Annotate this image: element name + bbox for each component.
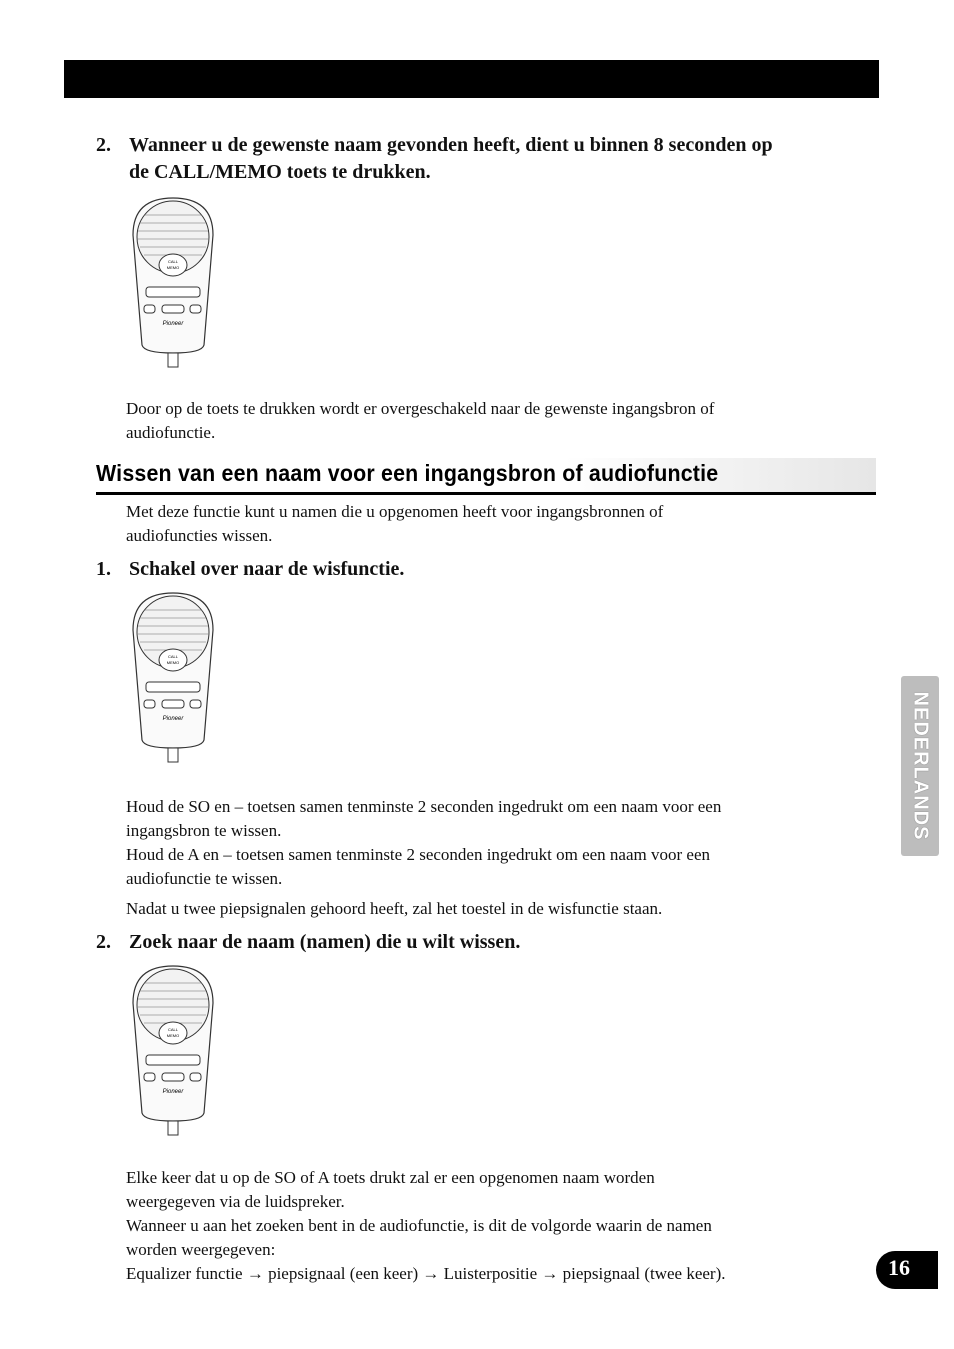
sequence-item: Luisterpositie bbox=[443, 1264, 538, 1283]
brand-logo: Pioneer bbox=[162, 1089, 184, 1095]
remote-control-illustration bbox=[128, 963, 218, 1138]
brand-logo: Pioneer bbox=[162, 321, 184, 327]
sequence-line bbox=[126, 1262, 886, 1286]
step-number: 2. bbox=[96, 931, 111, 953]
text-line: Met deze functie kunt u namen die u opgenomen heeft voor ingangsbronnen of bbox=[126, 502, 664, 521]
instruction-paragraph bbox=[126, 795, 886, 921]
memo-label: MEMO bbox=[166, 660, 180, 665]
language-tab-label: NEDERLANDS bbox=[909, 691, 932, 841]
brand-logo: Pioneer bbox=[162, 716, 184, 722]
step-text-line: Wanneer u de gewenste naam gevonden heeft, dient u binnen 8 seconden op bbox=[129, 134, 773, 156]
text-line: Wanneer u aan het zoeken bent in de audiofunctie, is dit de volgorde waarin de namen bbox=[126, 1216, 712, 1235]
sequence-item: Equalizer functie bbox=[126, 1264, 243, 1283]
section-title-text: Wissen van een naam voor een ingangsbron of audiofunctie bbox=[96, 460, 719, 486]
step-heading bbox=[96, 556, 876, 584]
step-text-line: Zoek naar de naam (namen) die u wilt wissen. bbox=[129, 931, 521, 953]
header-bar bbox=[64, 60, 879, 98]
memo-label: MEMO bbox=[166, 1033, 180, 1038]
text-line: ingangsbron te wissen. bbox=[126, 821, 282, 840]
text-line: Houd de SO en – toetsen samen tenminste 2 seconden ingedrukt om een naam voor een bbox=[126, 797, 722, 816]
sequence-item: piepsignaal (een keer) bbox=[268, 1264, 419, 1283]
text-line: audiofunctie te wissen. bbox=[126, 869, 283, 888]
text-line: audiofuncties wissen. bbox=[126, 526, 273, 545]
call-label: CALL bbox=[167, 259, 179, 264]
text-line: Door op de toets te drukken wordt er overgeschakeld naar de gewenste ingangsbron of bbox=[126, 399, 715, 418]
arrow-icon: → bbox=[541, 1264, 559, 1283]
text-line: audiofunctie. bbox=[126, 423, 216, 442]
call-label: CALL bbox=[167, 654, 179, 659]
arrow-icon: → bbox=[422, 1264, 440, 1283]
arrow-icon: → bbox=[246, 1264, 264, 1283]
call-label: CALL bbox=[167, 1027, 179, 1032]
page-number-badge bbox=[876, 1251, 938, 1289]
text-line: Houd de A en – toetsen samen tenminste 2 seconden ingedrukt om een naam voor een bbox=[126, 845, 710, 864]
remote-control-illustration bbox=[128, 195, 218, 370]
page-number: 16 bbox=[888, 1255, 910, 1280]
sequence-item: piepsignaal (twee keer). bbox=[562, 1264, 726, 1283]
step-number: 1. bbox=[96, 558, 111, 580]
remote-body bbox=[133, 198, 213, 367]
step-heading bbox=[96, 132, 876, 188]
section-title bbox=[96, 458, 876, 495]
memo-label: MEMO bbox=[166, 265, 180, 270]
step-number: 2. bbox=[96, 134, 111, 156]
text-line: worden weergegeven: bbox=[126, 1240, 276, 1259]
step-text-line: de CALL/MEMO toets te drukken. bbox=[129, 161, 431, 183]
text-line: Elke keer dat u op de SO of A toets drukt zal er een opgenomen naam worden bbox=[126, 1168, 655, 1187]
section-intro bbox=[126, 500, 886, 548]
description-paragraph bbox=[126, 397, 886, 445]
text-line: weergegeven via de luidspreker. bbox=[126, 1192, 345, 1211]
remote-control-illustration bbox=[128, 590, 218, 765]
search-paragraph bbox=[126, 1166, 886, 1286]
step-heading bbox=[96, 929, 876, 957]
text-line: Nadat u twee piepsignalen gehoord heeft, zal het toestel in de wisfunctie staan. bbox=[126, 899, 663, 918]
step-text-line: Schakel over naar de wisfunctie. bbox=[129, 558, 405, 580]
language-tab bbox=[901, 676, 939, 856]
